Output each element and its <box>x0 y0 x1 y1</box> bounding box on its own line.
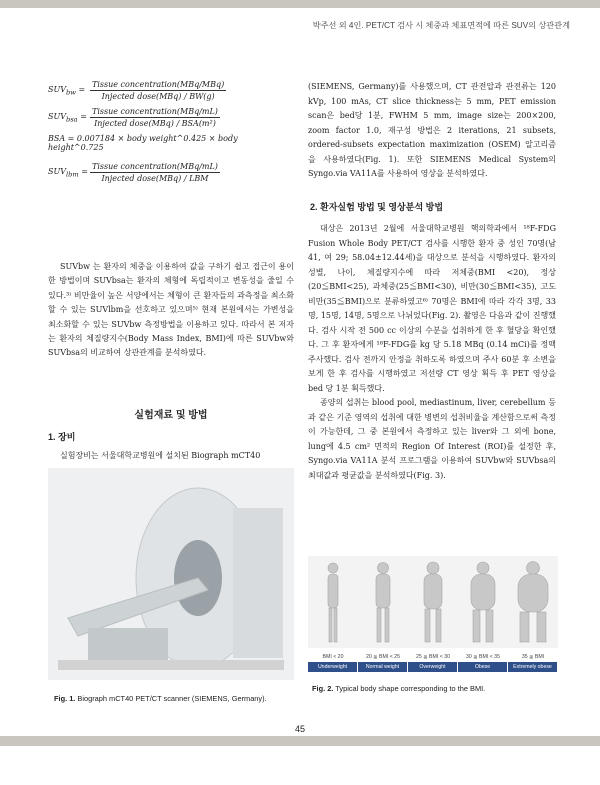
bmi-range-row <box>308 654 558 660</box>
body-shapes-illustration <box>308 556 558 648</box>
subsection-title-equipment: 1. 장비 <box>48 432 76 442</box>
bmi-range-cell: BMI < 20 <box>322 654 344 660</box>
formula-bsa: BSA = 0.007184 × body weight^0.425 × body height^0.725 <box>48 134 238 152</box>
running-header: 박주선 외 4인. PET/CT 검사 시 체중과 체표면적에 따른 SUV의 상관관계 <box>312 21 570 30</box>
formula-suv-bw: $SUV_{bw}$ = $\frac{\text{Tissue concentration(MBq/MBq)}}{\text{Injected dose(MBq) / BW(g)}}$ <box>48 80 225 101</box>
formula-suv-lbm: $SUV_{lbm}$ = $\frac{\text{Tissue concentration(MBq/mL)}}{\text{Injected dose(MBq) / LBM}}$ <box>48 162 218 183</box>
figure-body-shapes <box>308 556 558 674</box>
figure1-caption: Fig. 1. Biograph mCT40 PET/CT scanner (SIEMENS, Germany). <box>54 694 267 703</box>
analysis-paragraph: 종양의 섭취는 blood pool, mediastinum, liver, cerebellum 등과 같은 기준 영역의 섭취에 대한 병변의 섭취비율을 계산함으로써 측정이 가능한데, 그 중 본원에서 측정하고 있는 liver와 그 외에 bone, lung에 4.5 cm² 면적의 Region Of Interest (ROI)를 설정한 후, Syngo.via VA11A 분석 프로그램을 이용하여 SUVbw와 SUVbsa의 최대값과 평균값을 분석하였다(Fig. 3). <box>308 398 556 480</box>
methods-paragraph: 대상은 2013년 2월에 서울대학교병원 핵의학과에서 ¹⁸F-FDG Fusion Whole Body PET/CT 검사를 시행한 환자 중 성인 70명(남 41, 여 29; 58.04±12.44세)을 대상으로 분석을 시행하였다. 환자의 성별, 나이, 체질량지수에 따라 저체중(BMI <20), 정상(20≦BMI<25), 과체중(25≦BMI<30), 비만(30≦BMI<35), 고도비만(35≦BMI)으로 분류하였고⁶⁾ 70명은 BMI에 따라 각각 3명, 33명, 15명, 14명, 5명으로 나뉘었다(Fig. 2). 촬영은 다음과 같이 진행했다. 검사 시작 전 500 cc 이상의 수분을 섭취하게 한 후 혈당을 확인했다. 그 후 환자에게 ¹⁸F-FDG를 kg 당 5.18 MBq (0.14 mCi)를 정맥 주사했다. 검사 전까지 안정을 취하도록 하였으며 주사 60분 후 소변을 보게 한 후 검사를 시행하였고 저선량 CT 영상 획득 후 PET 영상을 bed 당 1분 획득했다. <box>308 224 556 393</box>
intro-paragraph: SUVbw 는 환자의 체중을 이용하여 값을 구하기 쉽고 접근이 용이한 방법이며 SUVbsa는 환자의 체형에 독립적이고 변동성을 줄일 수 있다.³⁾ 비만율이 높은 서양에서는 체형이 큰 환자들의 과측정을 최소화할 수 있는 SUVlbm을 선호하고 있으며⁵⁾ 현재 본원에서는 가변성을 최소화할 수 있는 SUVbw 측정방법을 이용하고 있다. 따라서 본 저자는 환자의 체질량지수(Body Mass Index, BMI)에 따른 SUVbw와 SUVbsa의 비교하여 상관관계를 분석하였다. <box>48 262 294 358</box>
subsection-title-methods: 2. 환자실험 방법 및 영상분석 방법 <box>310 202 444 212</box>
bmi-class-cell: Underweight <box>308 662 358 672</box>
bmi-range-cell: 35 ≦ BMI <box>521 654 545 660</box>
scanner-illustration <box>48 468 294 680</box>
bmi-class-cell: Normal weight <box>358 662 408 672</box>
figure-pet-ct-scanner <box>48 468 294 680</box>
bottom-decorative-bar <box>0 736 600 746</box>
bmi-class-cell: Extremely obese <box>508 662 558 672</box>
formula-suv-bsa: $SUV_{bsa}$ = $\frac{\text{Tissue concentration(MBq/mL)}}{\text{Injected dose(MBq) / BSA(m²)}}$ <box>48 107 218 128</box>
equipment-paragraph: 실험장비는 서울대학교병원에 설치된 Biograph mCT40 <box>60 451 261 460</box>
bmi-class-row <box>308 662 558 672</box>
formula-block <box>48 80 294 189</box>
section-title: 실험재료 및 방법 <box>134 410 208 421</box>
equipment-continued-paragraph: (SIEMENS, Germany)를 사용했으며, CT 관전압과 관전류는 120 kVp, 100 mAs, CT slice thickness는 5 mm, PET emission scan은 bed당 1분, FWHM 5 mm, image size는 200×200, zoom factor 1.0, 재구성 방법은 2 iterations, 21 subsets, ordered-subsets expectation maximization (OSEM) 알고리즘을 사용하였다(Fig. 1). 또한 SIEMENS Medical System의 Syngo.via VA11A를 사용하여 영상을 분석하였다. <box>308 82 556 178</box>
bmi-range-cell: 30 ≦ BMI < 35 <box>466 654 500 660</box>
bmi-range-cell: 20 ≦ BMI < 25 <box>366 654 400 660</box>
bmi-range-cell: 25 ≦ BMI < 30 <box>416 654 450 660</box>
top-decorative-bar <box>0 0 600 8</box>
bmi-class-cell: Overweight <box>408 662 458 672</box>
page-number: 45 <box>294 724 305 734</box>
bmi-class-cell: Obese <box>458 662 508 672</box>
figure2-caption: Fig. 2. Typical body shape corresponding to the BMI. <box>312 684 486 693</box>
